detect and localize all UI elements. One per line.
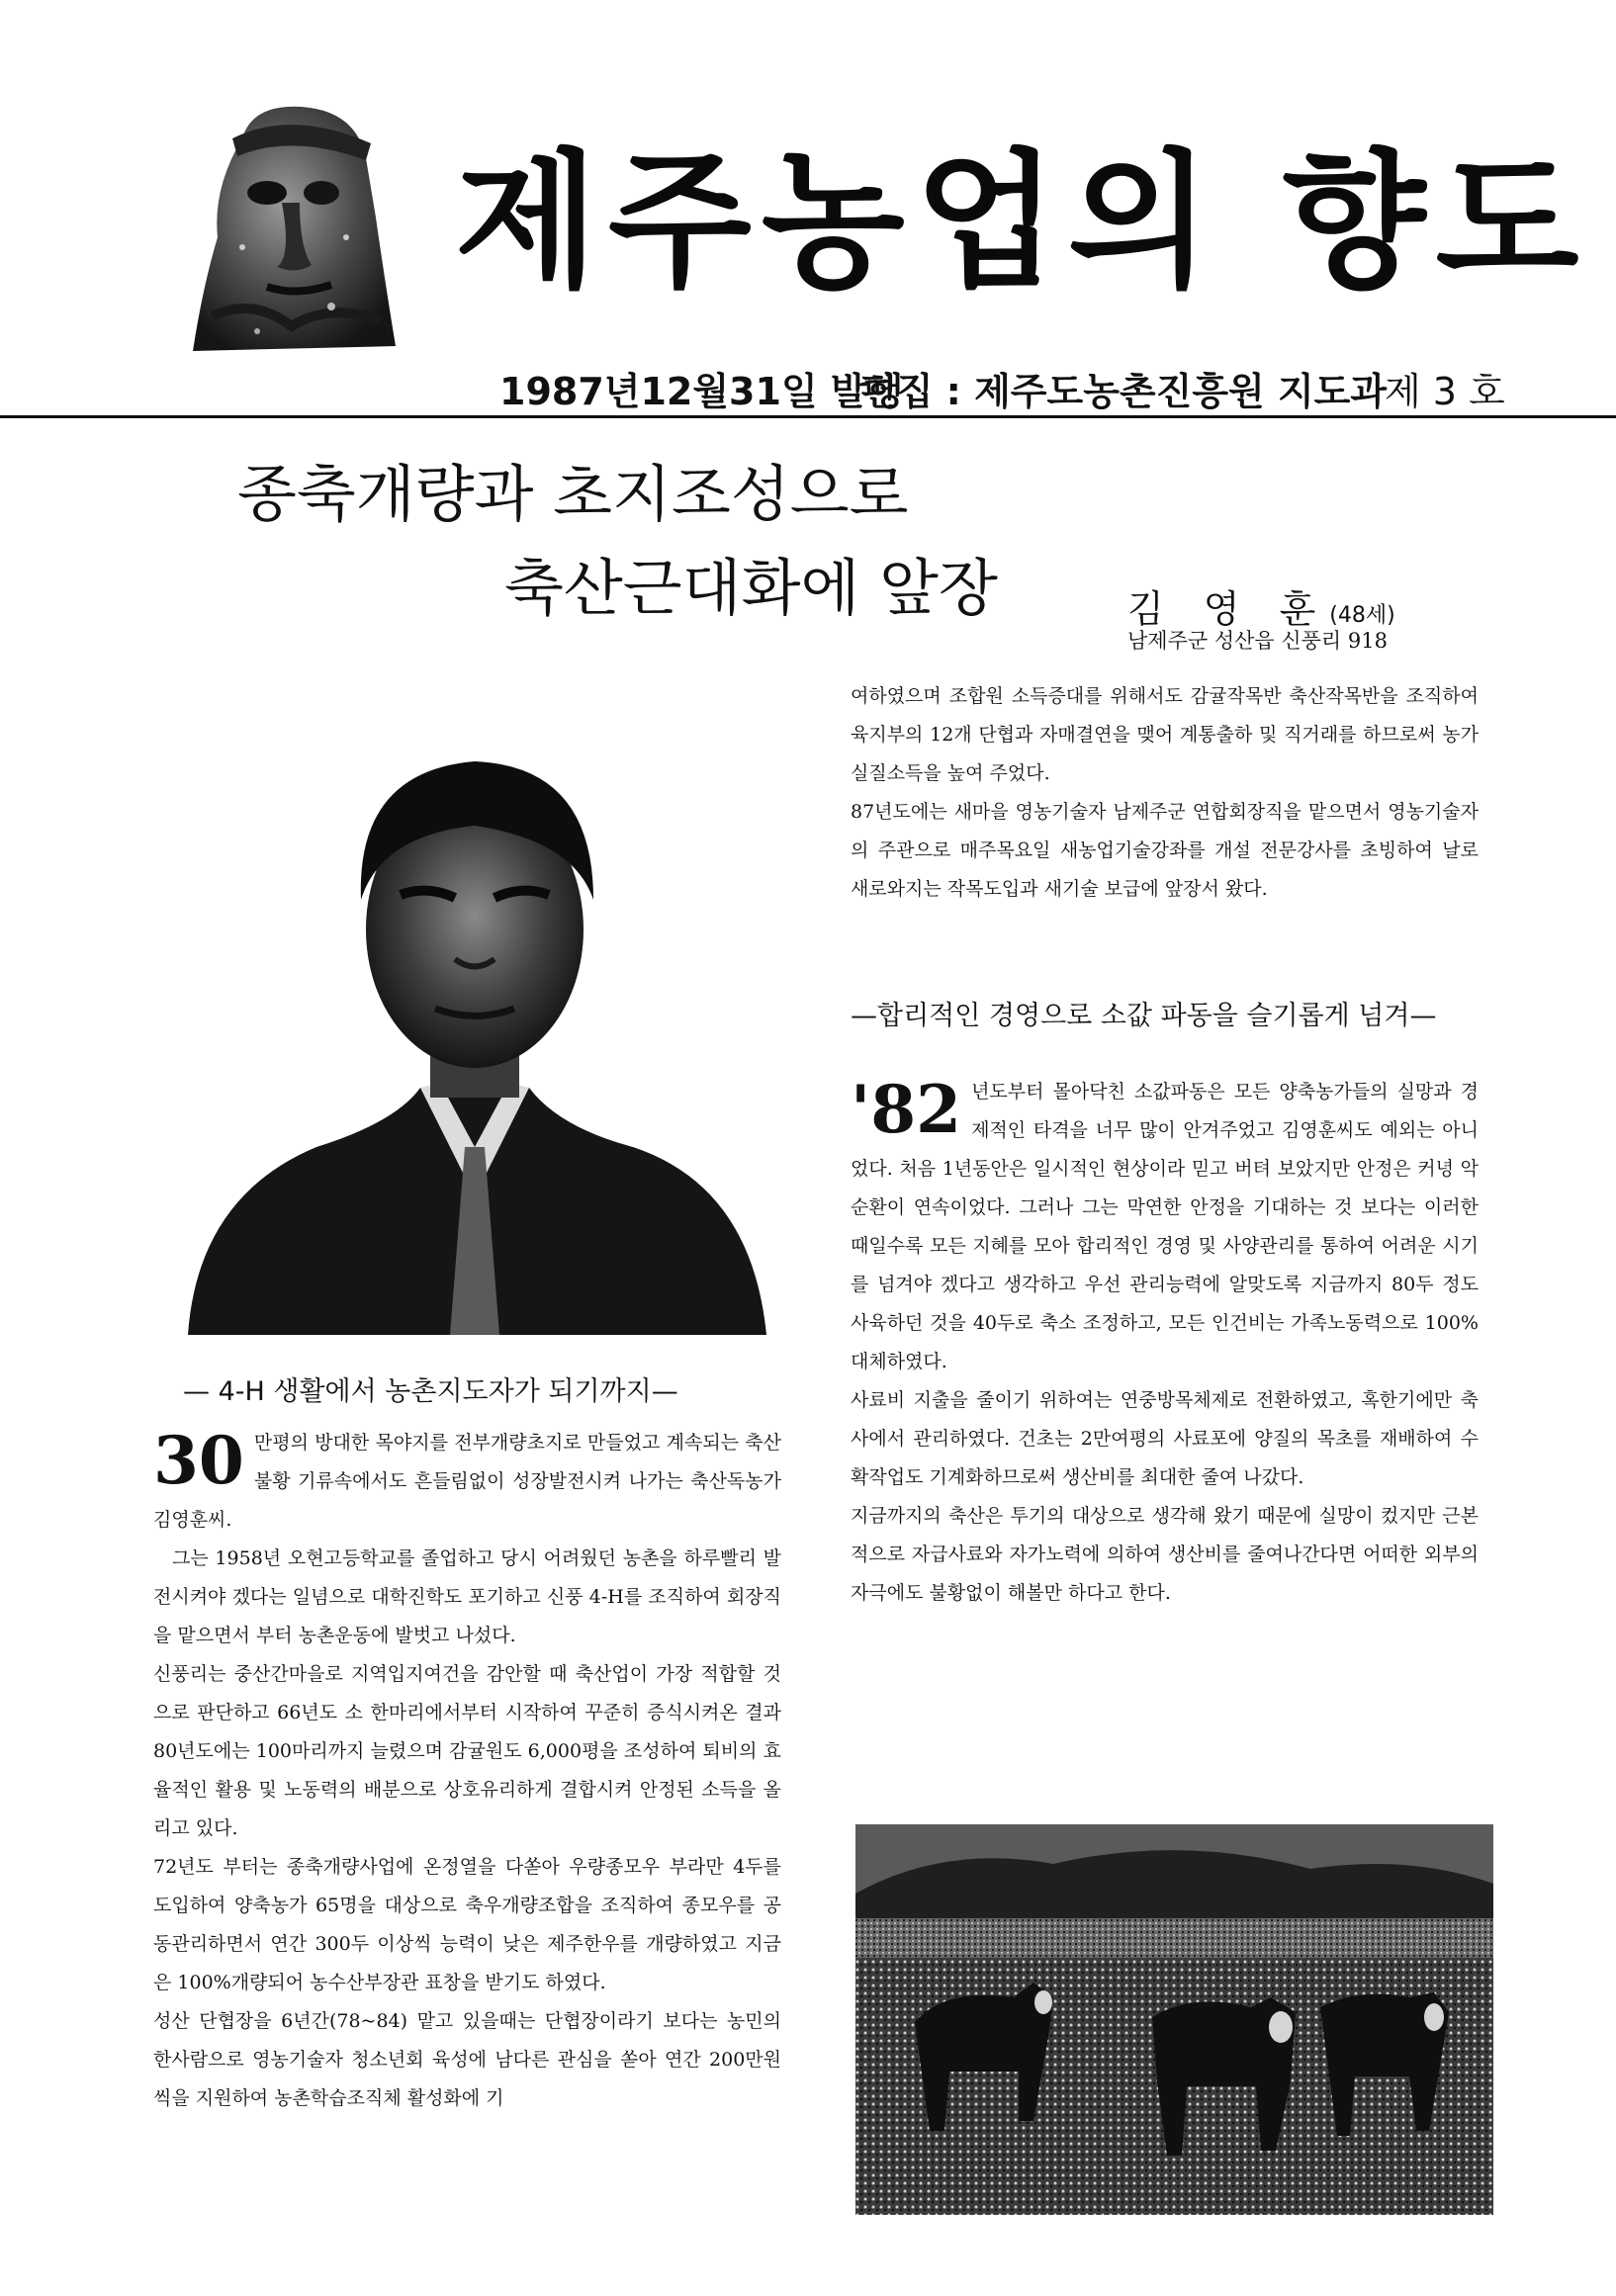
issue-date: 1987년12월31일 발행 (499, 370, 904, 413)
right-column-bottom (851, 1073, 1479, 1613)
headline-line-1: 종축개량과 초지조성으로 (237, 458, 909, 530)
left-section-subhead: — 4-H 생활에서 농촌지도자가 되기까지— (183, 1376, 678, 1407)
editor-credit: 편집 : 제주도농촌진흥원 지도과 (860, 370, 1388, 413)
byline-age: (48세) (1329, 603, 1395, 628)
issue-number: 제 3 호 (1385, 370, 1505, 413)
right-paragraph-3: '82 년도부터 몰아닥친 소값파동은 모든 양축농가들의 실망과 경제적인 타격을 너무 많이 안겨주었고 김영훈씨도 예외는 아니었다. 처음 1년동안은 일시적인 현상이라 믿고 버텨 보았지만 안정은 커녕 악순환이 연속이었다. 그러나 그는 막연한 안정을 기대하는 것 보다는 이러한 때일수록 모든 지혜를 모아 합리적인 경영 및 사양관리를 통하여 어려운 시기를 넘겨야 겠다고 생각하고 우선 관리능력에 알맞도록 지금까지 80두 정도 사육하던 것을 40두로 축소 조정하고, 모든 인건비는 가족노동력으로 100% 대체하였다. (851, 1071, 1479, 1372)
portrait-photo (168, 732, 781, 1335)
left-dropcap: 30 (153, 1422, 244, 1499)
right-paragraph-5: 지금까지의 축산은 투기의 대상으로 생각해 왔기 때문에 실망이 컸지만 근본적으로 자급사료와 자가노력에 의하여 생산비를 줄여나간다면 어떠한 외부의 자극에도 불황없이 해볼만 하다고 한다. (851, 1505, 1479, 1604)
byline-address: 남제주군 성산읍 신풍리 918 (1127, 629, 1388, 653)
right-column-top (851, 677, 1479, 909)
right-paragraph-2: 87년도에는 새마을 영농기술자 남제주군 연합회장직을 맡으면서 영농기술자의 주관으로 매주목요일 새농업기술강좌를 개설 전문강사를 초빙하여 날로 새로와지는 작목도입과 새기술 보급에 앞장서 왔다. (851, 801, 1479, 900)
masthead (0, 0, 1616, 425)
left-paragraph-2: 그는 1958년 오현고등학교를 졸업하고 당시 어려웠던 농촌을 하루빨리 발전시켜야 겠다는 일념으로 대학진학도 포기하고 신풍 4-H를 조직하여 회장직을 맡으면서 부터 농촌운동에 발벗고 나섰다. (153, 1547, 781, 1646)
cattle-pasture-photo (855, 1824, 1493, 2215)
left-paragraph-4: 72년도 부터는 종축개량사업에 온정열을 다쏟아 우량종모우 부라만 4두를 도입하여 양축농가 65명을 대상으로 축우개량조합을 조직하여 종모우를 공동관리하면서 연간 300두 이상씩 능력이 낮은 제주한우를 개량하였고 지금은 100%개량되어 농수산부장관 표창을 받기도 하였다. (153, 1856, 781, 1993)
right-section-subhead: —합리적인 경영으로 소값 파동을 슬기롭게 넘겨— (851, 1001, 1437, 1031)
left-paragraph-3: 신풍리는 중산간마을로 지역입지여건을 감안할 때 축산업이 가장 적합할 것으로 판단하고 66년도 소 한마리에서부터 시작하여 꾸준히 증식시켜온 결과 80년도에는 100마리까지 늘렸으며 감귤원도 6,000평을 조성하여 퇴비의 효율적인 활용 및 노동력의 배분으로 상호유리하게 결합시켜 안정된 소득을 올리고 있다. (153, 1663, 781, 1839)
right-paragraph-4: 사료비 지출을 줄이기 위하여는 연중방목체제로 전환하였고, 혹한기에만 축사에서 관리하였다. 건초는 2만여평의 사료포에 양질의 목초를 재배하여 수확작업도 기계화하므로써 생산비를 최대한 줄여 나갔다. (851, 1389, 1479, 1488)
dol-hareubang-logo (173, 99, 410, 356)
right-paragraph-1: 여하였으며 조합원 소득증대를 위해서도 감귤작목반 축산작목반을 조직하여 육지부의 12개 단협과 자매결연을 맺어 계통출하 및 직거래를 하므로써 농가 실질소득을 높여 주었다. (851, 685, 1479, 784)
headline-line-2: 축산근대화에 앞장 (504, 552, 998, 624)
masthead-title: 제주농업의 향도 (455, 136, 1589, 309)
masthead-divider (0, 415, 1616, 418)
left-paragraph-5: 성산 단협장을 6년간(78~84) 맡고 있을때는 단협장이라기 보다는 농민의 한사람으로 영농기술자 청소년회 육성에 남다른 관심을 쏟아 연간 200만원씩을 지원하여 농촌학습조직체 활성화에 기 (153, 2010, 781, 2109)
right-dropcap: '82 (851, 1071, 962, 1148)
left-paragraph-1: 30 만평의 방대한 목야지를 전부개량초지로 만들었고 계속되는 축산불황 기류속에서도 흔들림없이 성장발전시켜 나가는 축산독농가 김영훈씨. (153, 1422, 781, 1531)
byline-person: 김 영 훈 (1127, 587, 1330, 631)
left-column-body (153, 1424, 781, 2118)
